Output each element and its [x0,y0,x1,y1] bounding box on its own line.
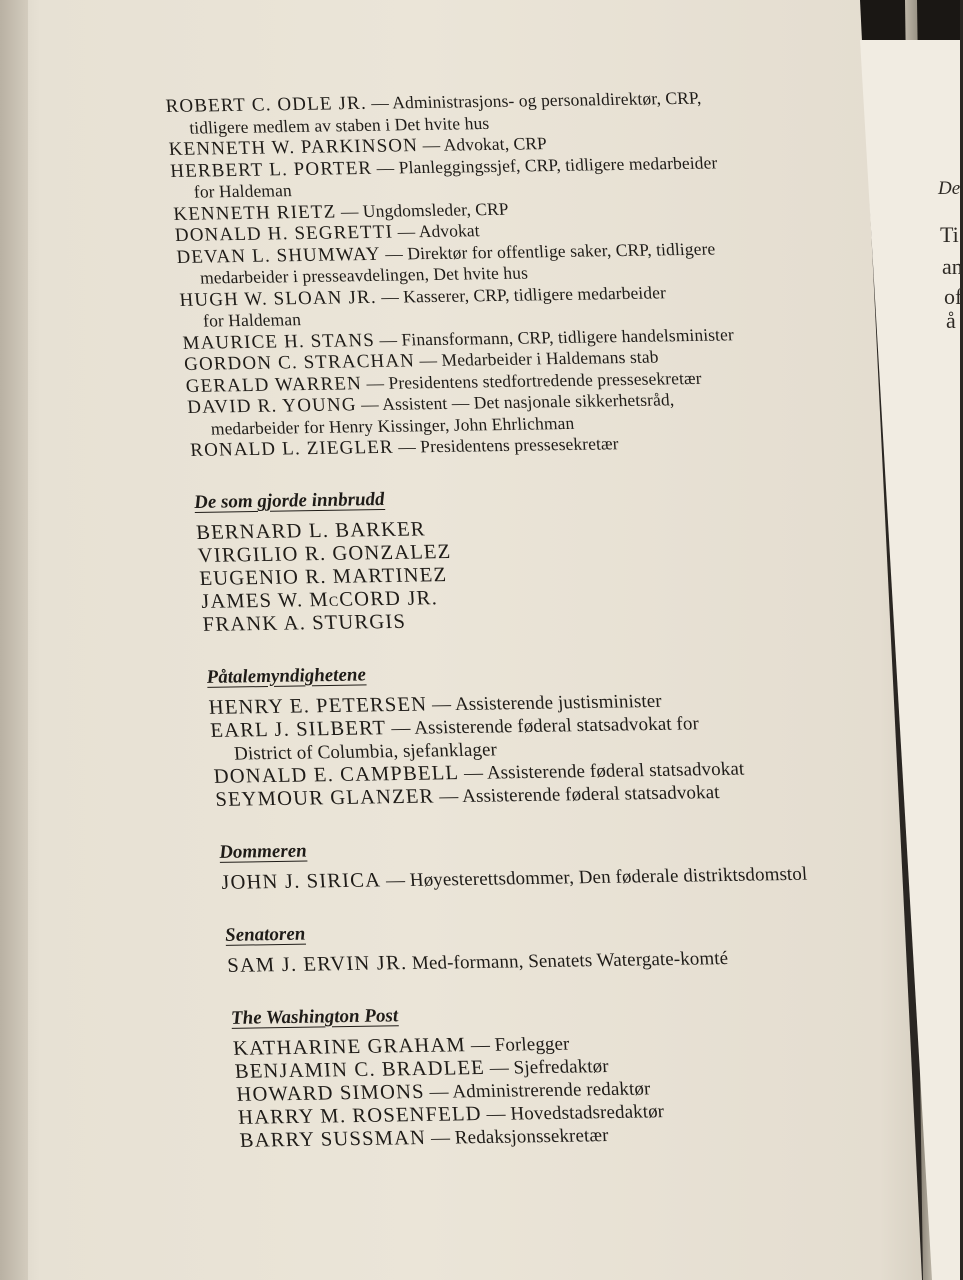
person-name: GERALD WARREN [185,372,363,397]
right-fragment: of [944,284,963,309]
person-name: HOWARD SIMONS [235,1080,426,1106]
person-role-cont: tidligere medlem av staben i Det hvite hus [188,112,490,138]
person-role-cont: medarbeider for Henry Kissinger, John Ehrlichman [210,412,575,439]
person-role: — Assisterende justisminister [431,690,663,715]
person-name: HENRY E. PETERSEN [208,692,428,719]
person-role: — Planleggingssjef, CRP, tidligere medarbeider [375,151,718,178]
person-name: JAMES W. McCORD JR. [200,586,439,613]
person-role: — Sjefredaktør [488,1055,610,1079]
person-role: — Redaksjonssekretær [430,1124,610,1149]
person-role: — Assistent — Det nasjonale sikkerhetsråd, [360,389,675,415]
person-role: — Assisterende føderal statsadvokat [463,758,745,784]
person-role: — Presidentens stedfortredende pressesekretær [365,367,703,393]
person-role: — Finansformann, CRP, tidligere handelsminister [378,323,735,350]
person-role: — Ungdomsleder, CRP [340,198,510,221]
person-name: KATHARINE GRAHAM [232,1033,467,1060]
person-role: — Administrerende redaktør [428,1077,652,1103]
person-role: — Direktør for offentlige saker, CRP, tidligere [384,238,716,264]
person-role-cont: District of Columbia, sjefanklager [233,738,498,765]
section-title-prosecutors: Påtalemyndighetene [205,663,367,688]
person-role: — Assisterende føderal statsadvokat for [390,712,700,739]
prosecutors-list [208,686,906,812]
right-fragment: De [938,178,961,199]
person-name: SAM J. ERVIN JR. [226,951,408,977]
person-role: — Kasserer, CRP, tidligere medarbeider [380,281,667,307]
section-title-judge: Dommeren [218,840,308,863]
section-title-washington-post: The Washington Post [230,1004,399,1029]
person-role: — Høyesterettsdommer, Den føderale distriktsdomstol [385,863,808,891]
person-name: GORDON C. STRACHAN [183,350,416,375]
staff-list [165,85,880,461]
person-role: — Presidentens pressesekretær [397,433,620,457]
person-name: HARRY M. ROSENFELD [237,1102,483,1129]
person-name: DONALD E. CAMPBELL [212,761,460,788]
right-fragment: å [946,308,956,333]
judge-list [221,861,912,895]
person-name: SEYMOUR GLANZER [214,784,436,811]
book-edge [0,0,28,1280]
senator-list [226,944,917,978]
person-role: — Advokat [396,220,481,242]
person-role: — Forlegger [470,1033,571,1056]
person-name: HUGH W. SLOAN JR. [178,286,378,311]
person-name: DAVID R. YOUNG [186,394,358,418]
person-name: FRANK A. STURGIS [202,610,407,636]
person-role: Med-formann, Senatets Watergate-komté [411,947,729,974]
person-role-cont: medarbeider i presseavdelingen, Det hvite hus [199,262,529,288]
right-fragment: Ti [940,222,959,247]
person-role: — Assisterende føderal statsadvokat [438,781,721,807]
person-name: ROBERT C. ODLE JR. [165,92,368,117]
person-name: BENJAMIN C. BRADLEE [234,1056,486,1083]
person-name: BARRY SUSSMAN [239,1126,427,1152]
post-list [232,1027,930,1153]
list-item [221,861,912,895]
person-name: KENNETH RIETZ [172,200,338,225]
person-role-cont: for Haldeman [202,309,302,331]
person-role: — Hovedstadsredaktør [485,1100,665,1125]
person-name: MAURICE H. STANS [181,329,376,354]
page-content [165,85,930,1152]
person-name: DEVAN L. SHUMWAY [175,243,382,268]
section-title-senator: Senatoren [224,923,307,946]
person-name: JOHN J. SIRICA [220,868,382,894]
person-name: KENNETH W. PARKINSON [168,135,419,160]
person-name: RONALD L. ZIEGLER [189,436,395,461]
person-name: DONALD H. SEGRETTI [174,221,394,246]
person-name: VIRGILIO R. GONZALEZ [197,540,453,567]
person-role: — Medarbeider i Haldemans stab [418,346,660,371]
list-item [226,944,917,978]
person-role: — Administrasjons- og personaldirektør, CRP, [370,87,702,113]
person-name: BERNARD L. BARKER [195,517,427,544]
right-fragment: an [942,254,963,279]
person-role: — Advokat, CRP [421,133,548,156]
person-name: EUGENIO R. MARTINEZ [198,563,448,590]
person-role-cont: for Haldeman [193,180,293,202]
person-name: HERBERT L. PORTER [169,157,373,182]
burglars-list [195,511,893,637]
person-name: EARL J. SILBERT [209,716,388,742]
section-title-burglars: De som gjorde innbrudd [193,488,386,513]
